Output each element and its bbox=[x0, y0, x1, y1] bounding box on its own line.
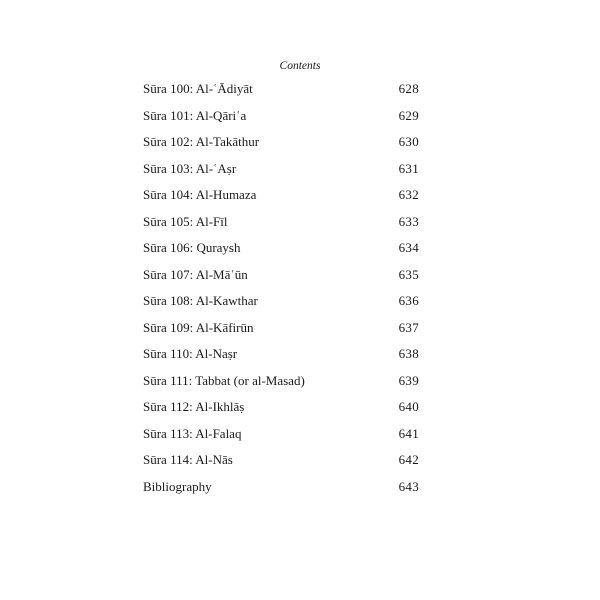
table-of-contents bbox=[143, 80, 419, 504]
toc-entry-page-number: 636 bbox=[398, 293, 419, 308]
toc-entry-page-number: 640 bbox=[398, 399, 419, 414]
toc-entry-title: Sūra 107: Al-Māʿūn bbox=[143, 266, 248, 282]
toc-entry-page-number: 641 bbox=[398, 425, 419, 441]
toc-entry-title: Bibliography bbox=[143, 478, 212, 494]
toc-entry-sura-109 bbox=[143, 319, 419, 346]
toc-entry-title: Sūra 112: Al-Ikhlāṣ bbox=[143, 399, 245, 414]
toc-entry-sura-112 bbox=[143, 398, 419, 425]
toc-entry-title: Sūra 108: Al-Kawthar bbox=[143, 293, 258, 308]
toc-entry-page-number: 632 bbox=[398, 187, 419, 202]
toc-entry-title: Sūra 103: Al-ʿAṣr bbox=[143, 160, 237, 176]
toc-entry-title: Sūra 113: Al-Falaq bbox=[143, 425, 242, 441]
toc-entry-sura-103 bbox=[143, 160, 419, 187]
toc-entry-sura-105 bbox=[143, 213, 419, 240]
toc-entry-page-number: 630 bbox=[398, 134, 419, 149]
toc-entry-page-number: 633 bbox=[398, 213, 419, 229]
toc-entry-title: Sūra 106: Quraysh bbox=[143, 240, 241, 255]
toc-entry-sura-108 bbox=[143, 292, 419, 319]
toc-entry-page-number: 629 bbox=[398, 107, 419, 123]
toc-entry-sura-104 bbox=[143, 186, 419, 213]
toc-entry-title: Sūra 102: Al-Takāthur bbox=[143, 134, 260, 149]
toc-entry-title: Sūra 111: Tabbat (or al-Masad) bbox=[143, 372, 305, 388]
toc-entry-page-number: 628 bbox=[398, 81, 419, 96]
toc-entry-sura-111 bbox=[143, 372, 419, 399]
toc-entry-page-number: 642 bbox=[398, 452, 419, 467]
toc-entry-title: Sūra 110: Al-Naṣr bbox=[143, 346, 238, 361]
toc-entry-title: Sūra 101: Al-Qāriʿa bbox=[143, 107, 247, 123]
toc-entry-page-number: 634 bbox=[398, 240, 419, 255]
toc-entry-page-number: 639 bbox=[398, 372, 419, 388]
toc-entry-page-number: 643 bbox=[398, 478, 419, 494]
toc-entry-sura-113 bbox=[143, 425, 419, 452]
toc-entry-page-number: 638 bbox=[398, 346, 419, 361]
toc-entry-page-number: 631 bbox=[398, 160, 419, 176]
running-header: Contents bbox=[279, 60, 321, 72]
toc-entry-page-number: 637 bbox=[398, 319, 419, 335]
toc-entry-bibliography bbox=[143, 478, 419, 505]
toc-entry-title: Sūra 114: Al-Nās bbox=[143, 452, 233, 467]
toc-entry-sura-107 bbox=[143, 266, 419, 293]
toc-entry-sura-101 bbox=[143, 107, 419, 134]
toc-entry-title: Sūra 100: Al-ʿĀdiyāt bbox=[143, 81, 253, 96]
toc-entry-sura-100 bbox=[143, 80, 419, 107]
toc-entry-sura-110 bbox=[143, 345, 419, 372]
toc-entry-sura-102 bbox=[143, 133, 419, 160]
toc-entry-title: Sūra 105: Al-Fīl bbox=[143, 213, 228, 229]
toc-entry-title: Sūra 104: Al-Humaza bbox=[143, 187, 257, 202]
toc-entry-sura-114 bbox=[143, 451, 419, 478]
toc-entry-page-number: 635 bbox=[398, 266, 419, 282]
toc-entry-sura-106 bbox=[143, 239, 419, 266]
toc-entry-title: Sūra 109: Al-Kāfirūn bbox=[143, 319, 254, 335]
